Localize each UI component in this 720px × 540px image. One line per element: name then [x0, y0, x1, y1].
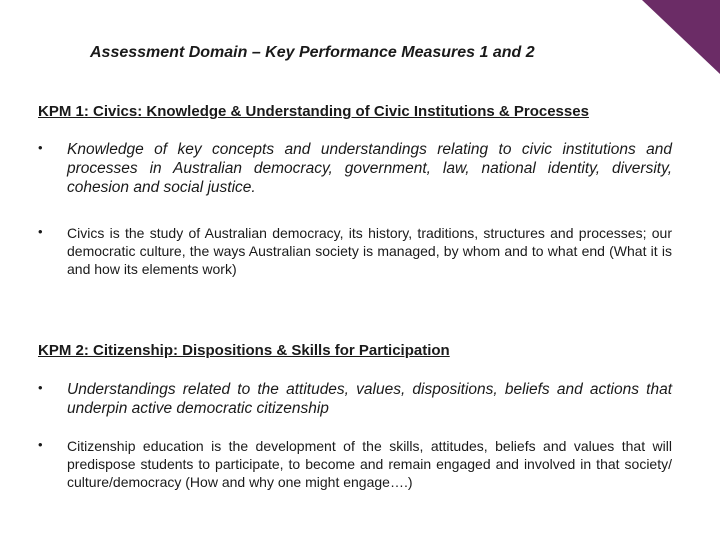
kpm2-point-2-text: Citizenship education is the development of the skills, attitudes, beliefs and values that will predispose students to participate, to become and remain engaged and involved in that society/ culture/democracy (How and why one might engage….) — [67, 438, 672, 490]
kpm2-point-2 — [38, 437, 672, 491]
slide-title: Assessment Domain – Key Performance Measures 1 and 2 — [90, 44, 535, 61]
bullet-icon: • — [38, 380, 43, 395]
bullet-icon: • — [38, 140, 43, 155]
kpm1-point-2 — [38, 224, 672, 278]
kpm1-point-1 — [38, 140, 672, 197]
kpm1-point-2-text: Civics is the study of Australian democracy, its history, traditions, structures and processes; our democratic culture, the ways Australian society is managed, by whom and to what end (What it is and how its elements work) — [67, 225, 672, 277]
kpm2-heading: KPM 2: Citizenship: Dispositions & Skills for Participation — [38, 342, 450, 359]
kpm2-point-1-text: Understandings related to the attitudes, values, dispositions, beliefs and actions that underpin active democratic citizenship — [67, 381, 672, 417]
corner-triangle-decoration — [642, 0, 720, 74]
kpm1-heading: KPM 1: Civics: Knowledge & Understanding of Civic Institutions & Processes — [38, 103, 589, 120]
bullet-icon: • — [38, 437, 43, 452]
kpm2-point-1 — [38, 380, 672, 418]
bullet-icon: • — [38, 224, 43, 239]
kpm1-point-1-text: Knowledge of key concepts and understandings relating to civic institutions and processes in Australian democracy, government, law, national identity, diversity, cohesion and social justice. — [67, 141, 672, 196]
